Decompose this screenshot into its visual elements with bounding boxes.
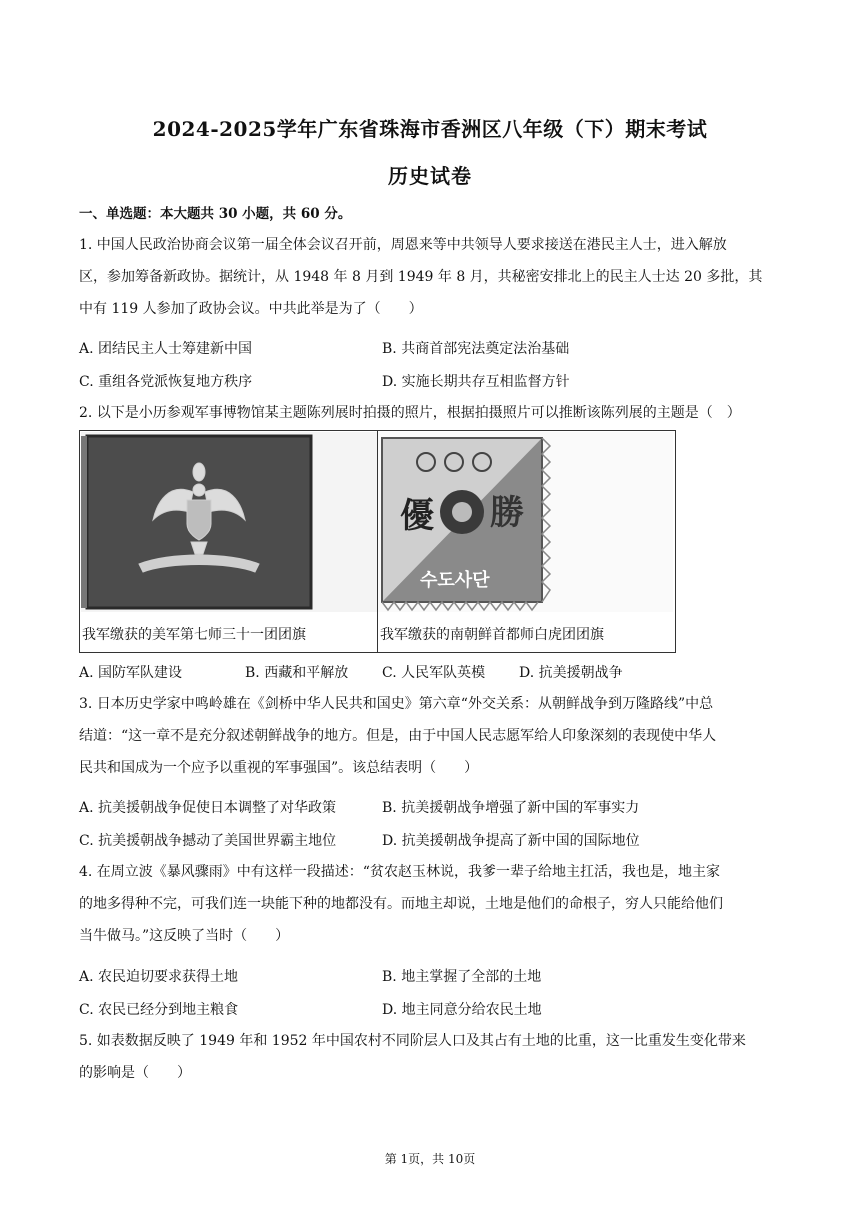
flag-char-left: 優 xyxy=(400,496,434,536)
us-regiment-flag-image xyxy=(81,432,377,612)
image-cell-rok-flag xyxy=(378,431,675,652)
question-3-option-c[interactable]: C. 抗美援朝战争撼动了美国世界霸主地位 xyxy=(79,833,337,849)
flag-char-right: 勝 xyxy=(490,493,524,533)
question-1-stem xyxy=(79,229,781,325)
flag-bottom-text: 수도사단 xyxy=(420,570,490,591)
rok-regiment-flag-image xyxy=(378,432,673,612)
page-footer: 第 1页，共 10页 xyxy=(384,1152,476,1166)
question-4-option-d[interactable]: D. 地主同意分给农民土地 xyxy=(382,1002,542,1018)
question-3-line: 3. 日本历史学家中鸣岭雄在《剑桥中华人民共和国史》第六章“外交关系：从朝鲜战争到万隆路线”中总 xyxy=(79,696,714,712)
question-1-line: 中有 119 人参加了政协会议。中共此举是为了（ ） xyxy=(79,301,423,317)
question-3-line: 民共和国成为一个应予以重视的军事强国”。该总结表明（ ） xyxy=(79,760,479,776)
question-1-line: 1. 中国人民政治协商会议第一届全体会议召开前，周恩来等中共领导人要求接送在港民主人士，进入解放 xyxy=(79,237,727,253)
question-2-image-table xyxy=(79,430,676,653)
question-2-option-a[interactable]: A. 国防军队建设 xyxy=(79,665,183,681)
question-3-stem xyxy=(79,688,781,784)
question-4-line: 的地多得种不完，可我们连一块能下种的地都没有。而地主却说，土地是他们的命根子，穷人只能给他们 xyxy=(79,896,723,912)
page-subtitle: 历史试卷 xyxy=(388,164,472,188)
question-2-option-b[interactable]: B. 西藏和平解放 xyxy=(245,665,349,681)
page-title: 2024-2025学年广东省珠海市香洲区八年级（下）期末考试 xyxy=(152,117,708,141)
question-2-stem xyxy=(79,397,781,429)
question-4-option-a[interactable]: A. 农民迫切要求获得土地 xyxy=(79,969,239,985)
question-5-stem xyxy=(79,1025,781,1089)
question-3-line: 结道：“这一章不是充分叙述朝鲜战争的地方。但是，由于中国人民志愿军给人印象深刻的表现使中华人 xyxy=(79,728,717,744)
question-4-stem xyxy=(79,856,781,952)
image-caption-rok-flag: 我军缴获的南朝鲜首都师白虎团团旗 xyxy=(380,627,604,643)
question-5-line: 5. 如表数据反映了 1949 年和 1952 年中国农村不同阶层人口及其占有土地的比重，这一比重发生变化带来 xyxy=(79,1033,746,1049)
question-4-line: 当牛做马。”这反映了当时（ ） xyxy=(79,928,290,944)
image-cell-us-flag xyxy=(80,431,378,652)
question-2-option-d[interactable]: D. 抗美援朝战争 xyxy=(519,665,623,681)
question-3-option-b[interactable]: B. 抗美援朝战争增强了新中国的军事实力 xyxy=(382,800,640,816)
question-1-option-d[interactable]: D. 实施长期共存互相监督方针 xyxy=(382,374,570,390)
question-1-option-c[interactable]: C. 重组各党派恢复地方秩序 xyxy=(79,374,253,390)
question-3-option-d[interactable]: D. 抗美援朝战争提高了新中国的国际地位 xyxy=(382,833,640,849)
question-2-option-c[interactable]: C. 人民军队英模 xyxy=(382,665,486,681)
question-1-option-b[interactable]: B. 共商首部宪法奠定法治基础 xyxy=(382,341,570,357)
question-1-line: 区，参加筹备新政协。据统计，从 1948 年 8 月到 1949 年 8 月，共秘密安排北上的民主人士达 20 多批，其 xyxy=(79,269,763,285)
question-2-line: 2. 以下是小历参观军事博物馆某主题陈列展时拍摄的照片，根据拍摄照片可以推断该陈列展的主题是（ ） xyxy=(79,405,741,421)
question-4-option-b[interactable]: B. 地主掌握了全部的土地 xyxy=(382,969,542,985)
image-caption-us-flag: 我军缴获的美军第七师三十一团团旗 xyxy=(82,627,306,643)
question-1-option-a[interactable]: A. 团结民主人士筹建新中国 xyxy=(79,341,253,357)
question-4-option-c[interactable]: C. 农民已经分到地主粮食 xyxy=(79,1002,239,1018)
question-4-line: 4. 在周立波《暴风骤雨》中有这样一段描述：“贫农赵玉林说，我爹一辈子给地主扛活，我也是，地主家 xyxy=(79,864,720,880)
question-3-option-a[interactable]: A. 抗美援朝战争促使日本调整了对华政策 xyxy=(79,800,337,816)
section-heading: 一、单选题：本大题共 30 小题，共 60 分。 xyxy=(79,206,352,222)
question-5-line: 的影响是（ ） xyxy=(79,1065,191,1081)
